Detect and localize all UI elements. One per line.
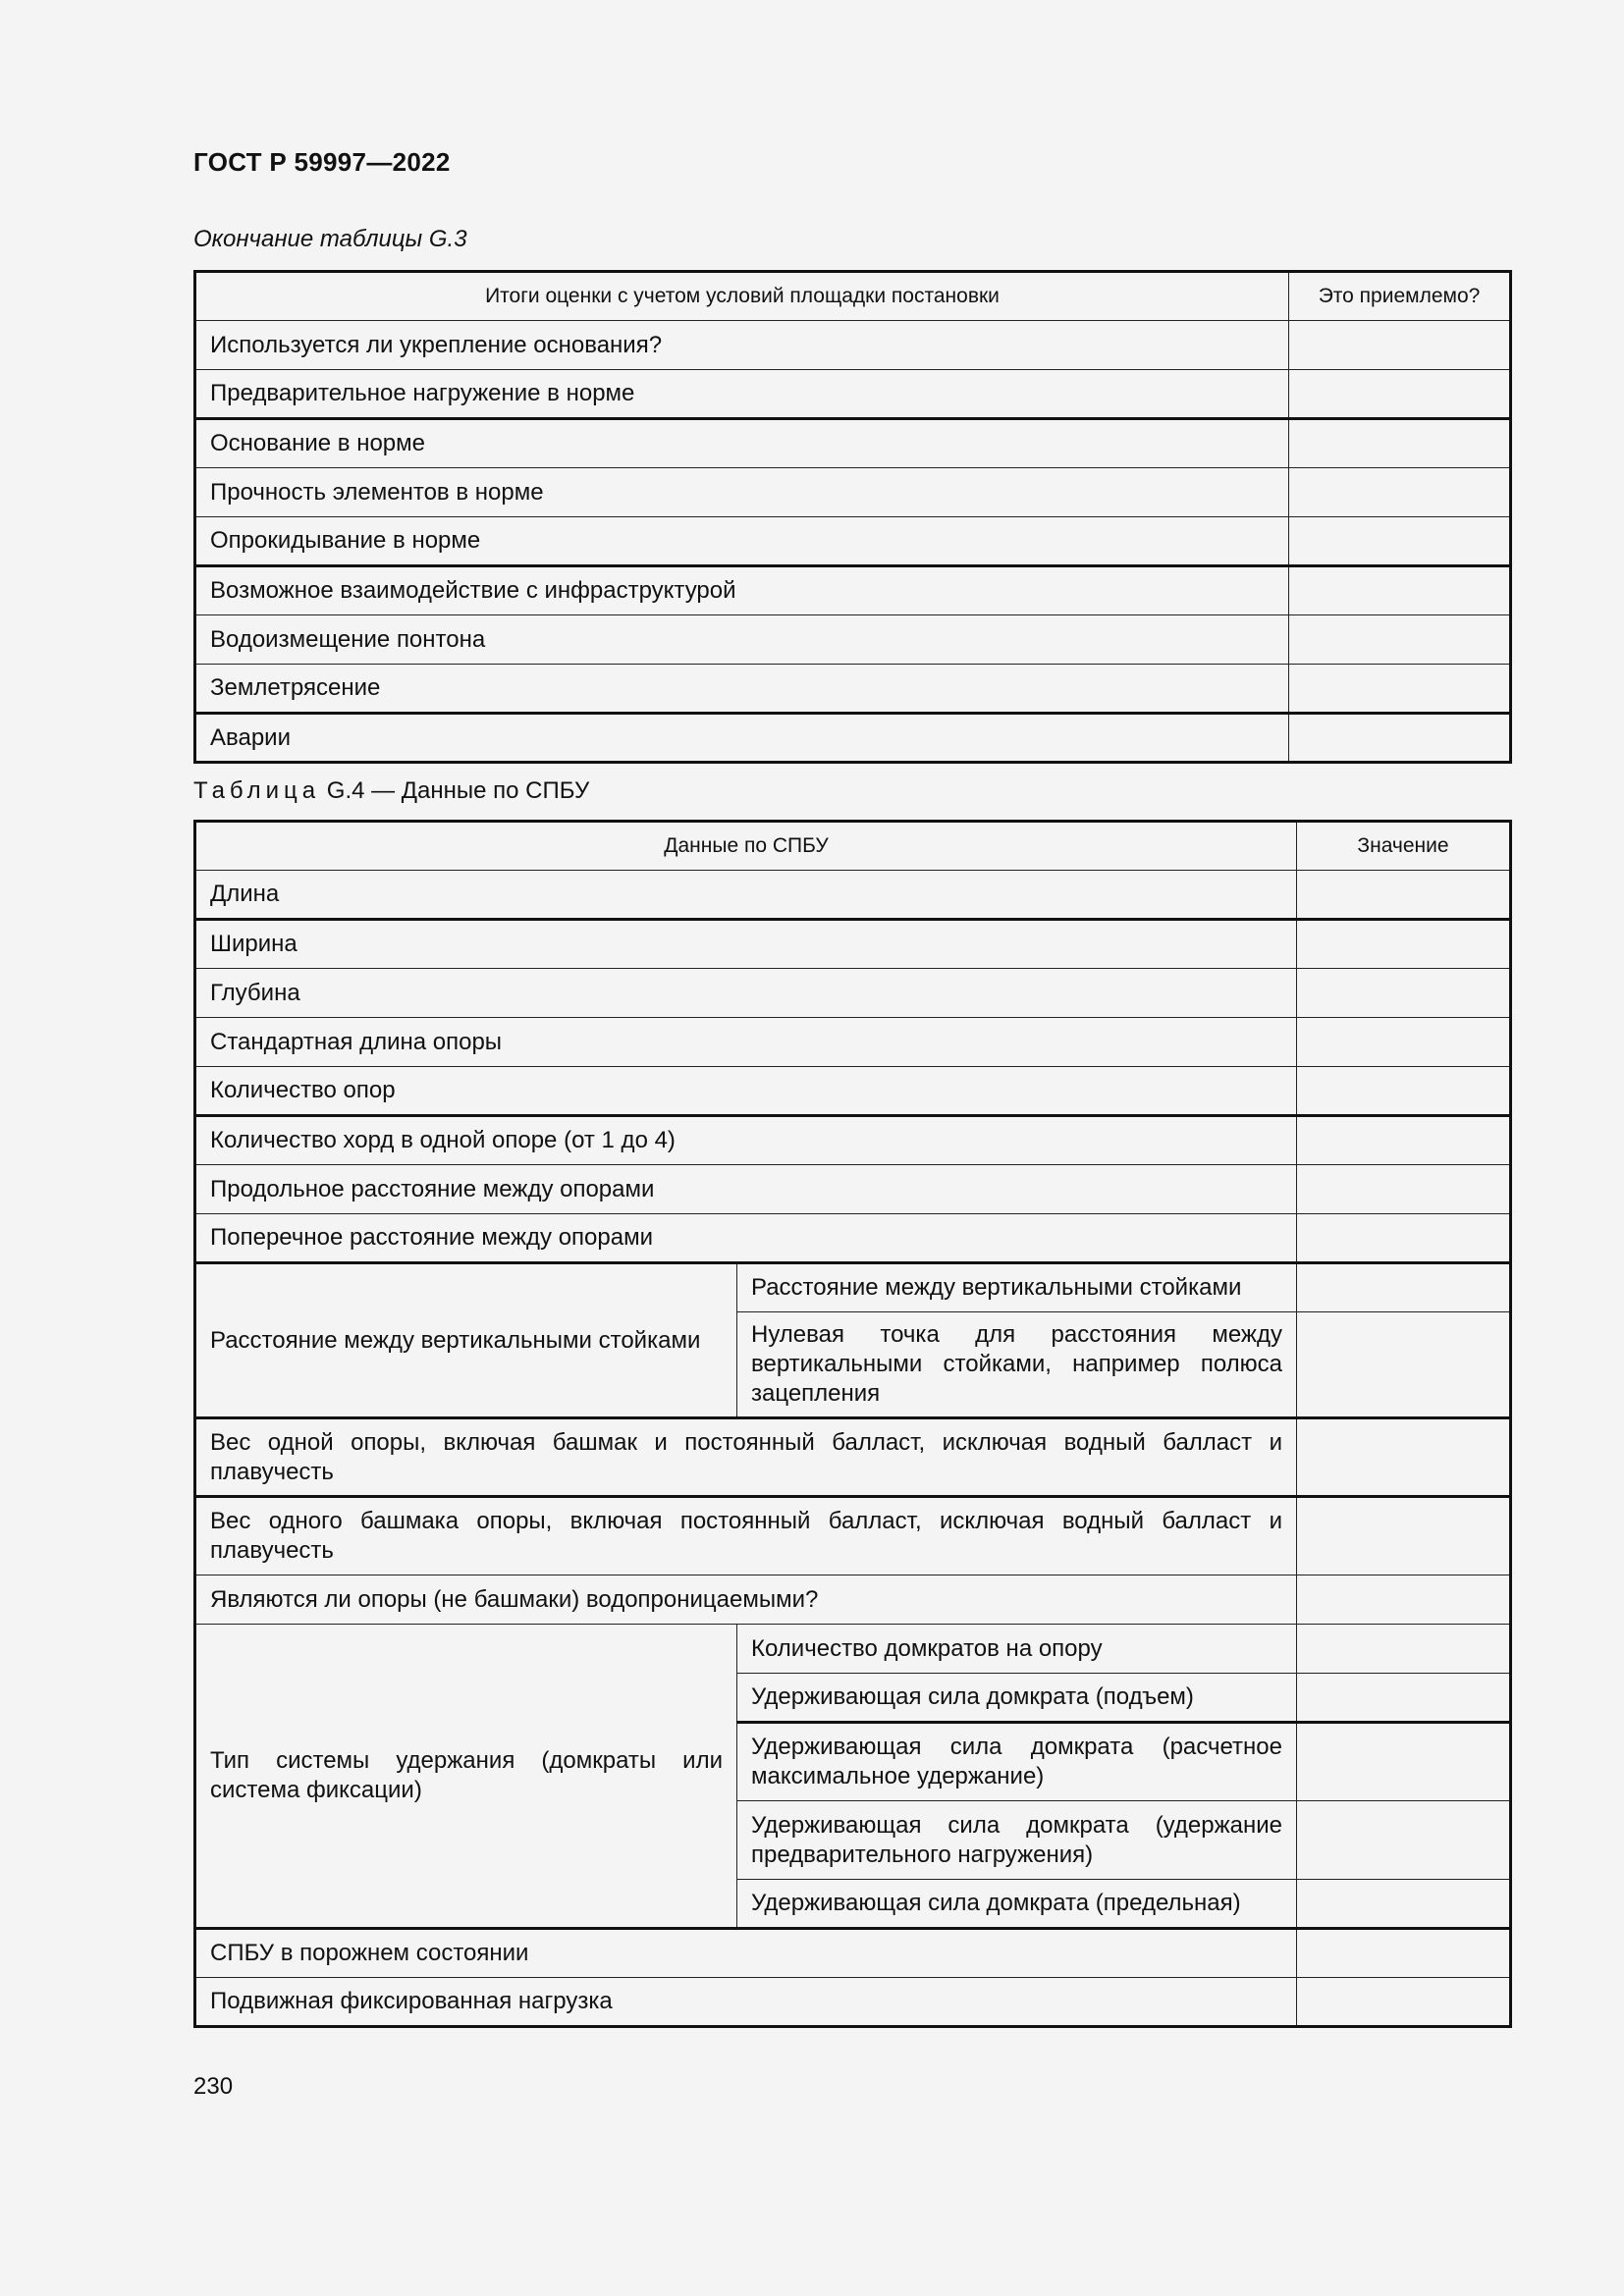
row-label: Прочность элементов в норме (195, 468, 1289, 517)
value-cell[interactable] (1297, 1214, 1511, 1263)
row-label: Поперечное расстояние между опорами (195, 1214, 1297, 1263)
value-cell[interactable] (1297, 920, 1511, 969)
table-row (195, 517, 1511, 566)
table-row (195, 468, 1511, 517)
table-row (195, 1165, 1511, 1214)
table-row (195, 871, 1511, 920)
table-row (195, 920, 1511, 969)
value-cell[interactable] (1297, 1418, 1511, 1497)
row-label: Количество хорд в одной опоре (от 1 до 4) (195, 1116, 1297, 1165)
table-row (195, 419, 1511, 468)
table-row (195, 1214, 1511, 1263)
table-g4-caption (193, 777, 589, 805)
table-row (195, 665, 1511, 714)
row-label: Опрокидывание в норме (195, 517, 1289, 566)
row-label: Основание в норме (195, 419, 1289, 468)
value-cell[interactable] (1289, 370, 1511, 419)
group-label-distance: Расстояние между вертикальными стойками (195, 1263, 737, 1418)
value-cell[interactable] (1289, 714, 1511, 763)
value-cell[interactable] (1297, 1116, 1511, 1165)
row-label: Вес одной опоры, включая башмак и постоянный балласт, исключая водный балласт и плавучесть (195, 1418, 1297, 1497)
sub-row-label: Удерживающая сила домкрата (удержание предварительного нагружения) (737, 1801, 1297, 1880)
row-label: Водоизмещение понтона (195, 615, 1289, 665)
row-label: Глубина (195, 969, 1297, 1018)
value-cell[interactable] (1289, 517, 1511, 566)
table-row (195, 566, 1511, 615)
value-cell[interactable] (1297, 1497, 1511, 1575)
table-row (195, 1418, 1511, 1497)
value-cell[interactable] (1297, 1929, 1511, 1978)
value-cell[interactable] (1297, 1312, 1511, 1418)
table-row (195, 321, 1511, 370)
value-cell[interactable] (1289, 665, 1511, 714)
standard-code: ГОСТ Р 59997—2022 (193, 147, 451, 177)
row-label: Длина (195, 871, 1297, 920)
value-cell[interactable] (1297, 871, 1511, 920)
value-cell[interactable] (1297, 1018, 1511, 1067)
value-cell[interactable] (1297, 1165, 1511, 1214)
value-cell[interactable] (1289, 321, 1511, 370)
value-cell[interactable] (1297, 1723, 1511, 1801)
row-label: Возможное взаимодействие с инфраструктурой (195, 566, 1289, 615)
table-row (195, 1497, 1511, 1575)
row-label: Аварии (195, 714, 1289, 763)
value-cell[interactable] (1297, 1625, 1511, 1674)
row-label: Используется ли укрепление основания? (195, 321, 1289, 370)
sub-row-label: Удерживающая сила домкрата (подъем) (737, 1674, 1297, 1723)
table-g4 (193, 820, 1512, 2028)
table-g3-caption: Окончание таблицы G.3 (193, 226, 467, 252)
table-row (195, 1067, 1511, 1116)
table-row (195, 1625, 1511, 1674)
value-cell[interactable] (1297, 1880, 1511, 1929)
row-label: Землетрясение (195, 665, 1289, 714)
table-row (195, 1575, 1511, 1625)
row-label: Количество опор (195, 1067, 1297, 1116)
row-label: Подвижная фиксированная нагрузка (195, 1978, 1297, 2027)
sub-row-label: Удерживающая сила домкрата (расчетное максимальное удержание) (737, 1723, 1297, 1801)
page-number: 230 (193, 2073, 234, 2100)
column-header: Итоги оценки с учетом условий площадки постановки (195, 272, 1289, 321)
table-row (195, 1018, 1511, 1067)
row-label: Предварительное нагружение в норме (195, 370, 1289, 419)
table-row (195, 969, 1511, 1018)
table-row (195, 1929, 1511, 1978)
table-header-row (195, 822, 1511, 871)
table-caption-title: G.4 — Данные по СПБУ (320, 777, 590, 804)
row-label: Стандартная длина опоры (195, 1018, 1297, 1067)
table-row (195, 615, 1511, 665)
table-row (195, 1978, 1511, 2027)
column-header: Данные по СПБУ (195, 822, 1297, 871)
column-header: Значение (1297, 822, 1511, 871)
table-row (195, 370, 1511, 419)
table-row (195, 714, 1511, 763)
table-caption-prefix: Таблица (193, 777, 321, 804)
group-label-holding-system: Тип системы удержания (домкраты или система фиксации) (195, 1625, 737, 1929)
value-cell[interactable] (1289, 566, 1511, 615)
value-cell[interactable] (1297, 1263, 1511, 1312)
value-cell[interactable] (1297, 969, 1511, 1018)
row-label: Являются ли опоры (не башмаки) водопроницаемыми? (195, 1575, 1297, 1625)
column-header: Это приемлемо? (1289, 272, 1511, 321)
row-label: СПБУ в порожнем состоянии (195, 1929, 1297, 1978)
value-cell[interactable] (1297, 1801, 1511, 1880)
sub-row-label: Расстояние между вертикальными стойками (737, 1263, 1297, 1312)
sub-row-label: Нулевая точка для расстояния между вертикальными стойками, например полюса зацепления (737, 1312, 1297, 1418)
row-label: Ширина (195, 920, 1297, 969)
value-cell[interactable] (1297, 1978, 1511, 2027)
value-cell[interactable] (1297, 1067, 1511, 1116)
value-cell[interactable] (1289, 468, 1511, 517)
table-g3 (193, 270, 1512, 764)
row-label: Продольное расстояние между опорами (195, 1165, 1297, 1214)
table-row (195, 1116, 1511, 1165)
table-row (195, 1263, 1511, 1312)
table-header-row (195, 272, 1511, 321)
row-label: Вес одного башмака опоры, включая постоянный балласт, исключая водный балласт и плавучесть (195, 1497, 1297, 1575)
sub-row-label: Удерживающая сила домкрата (предельная) (737, 1880, 1297, 1929)
value-cell[interactable] (1289, 419, 1511, 468)
value-cell[interactable] (1297, 1674, 1511, 1723)
value-cell[interactable] (1289, 615, 1511, 665)
sub-row-label: Количество домкратов на опору (737, 1625, 1297, 1674)
value-cell[interactable] (1297, 1575, 1511, 1625)
